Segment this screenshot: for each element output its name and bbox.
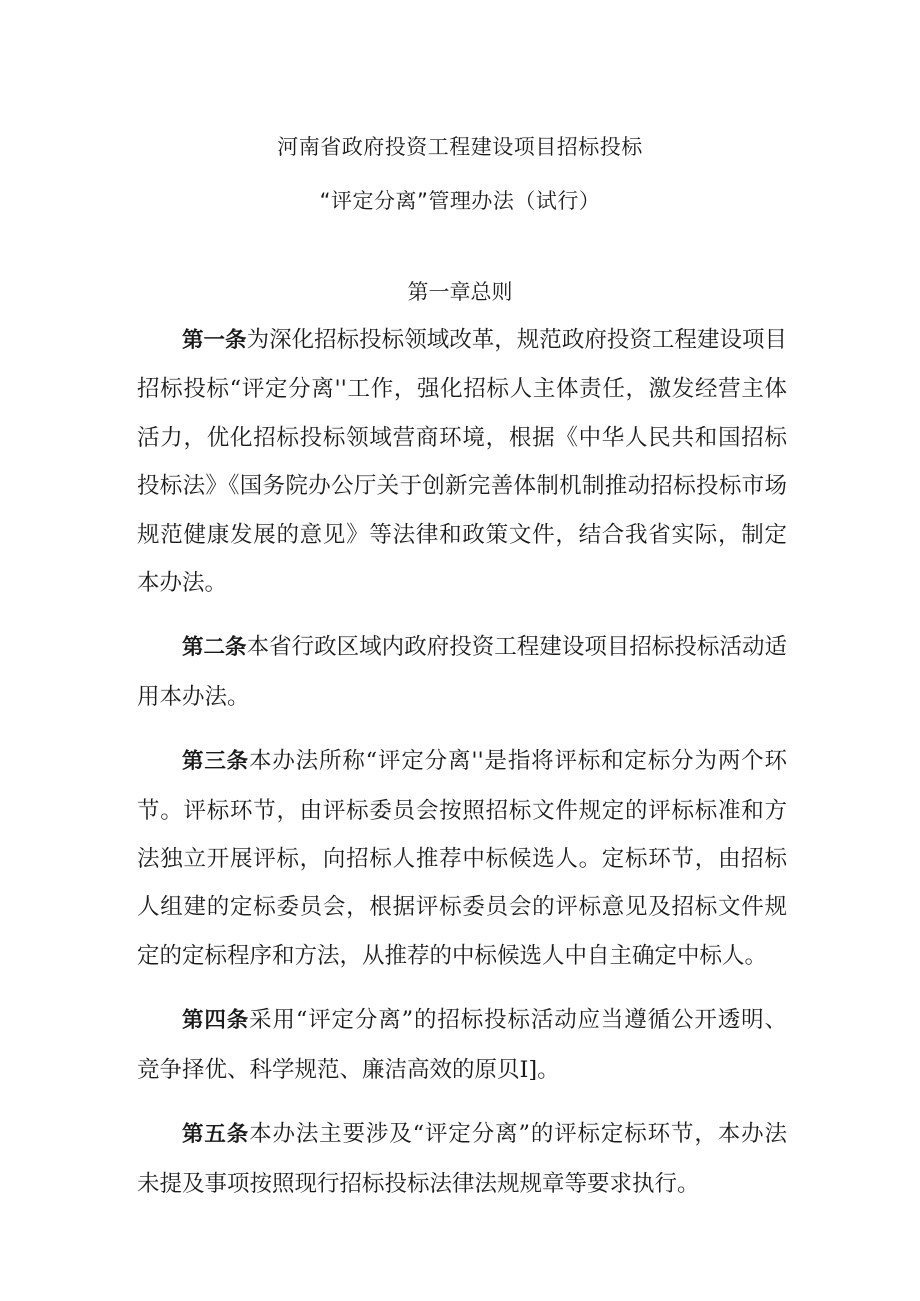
article-2: [137, 623, 787, 721]
article-text: 本办法所称“评定分离''是指将评标和定标分为两个环节。评标环节，由评标委员会按照招标文件规定的评标标准和方法独立开展评标，向招标人推荐中标候选人。定标环节，由招标人组建的定标委员会，根据评标委员会的评标意见及招标文件规定的定标程序和方法，从推荐的中标候选人中自主确定中标人。: [137, 748, 787, 969]
article-label: 第五条: [182, 1122, 250, 1148]
article-3: [137, 737, 787, 980]
article-label: 第二条: [182, 635, 247, 661]
article-4: [137, 996, 787, 1094]
article-text: 本省行政区域内政府投资工程建设项目招标投标活动适用本办法。: [137, 634, 787, 710]
document-title-line-2: “评定分离”管理办法（试行）: [319, 189, 601, 213]
article-text: 为深化招标投标领域改革，规范政府投资工程建设项目招标投标“评定分离''工作，强化招标人主体责任，激发经营主体活力，优化招标投标领域营商环境，根据《中华人民共和国招标投标法》《国务院办公厅关于创新完善体制机制推动招标投标市场规范健康发展的意见》等法律和政策文件，结合我省实际，制定本办法。: [137, 327, 787, 597]
article-label: 第四条: [182, 1008, 250, 1034]
article-text: 采用“评定分离”的招标投标活动应当遵循公开透明、竞争择优、科学规范、廉洁高效的原贝I]。: [137, 1007, 787, 1083]
article-1: [137, 316, 787, 607]
article-5: [137, 1110, 787, 1208]
document-body: [137, 316, 787, 1224]
article-label: 第一条: [182, 328, 247, 353]
document-title-line-1: 河南省政府投资工程建设项目招标投标: [277, 135, 643, 159]
article-label: 第三条: [182, 749, 249, 775]
chapter-heading: 第一章总则: [407, 280, 513, 304]
article-text: 本办法主要涉及“评定分离”的评标定标环节，本办法未提及事项按照现行招标投标法律法规规章等要求执行。: [137, 1121, 787, 1197]
